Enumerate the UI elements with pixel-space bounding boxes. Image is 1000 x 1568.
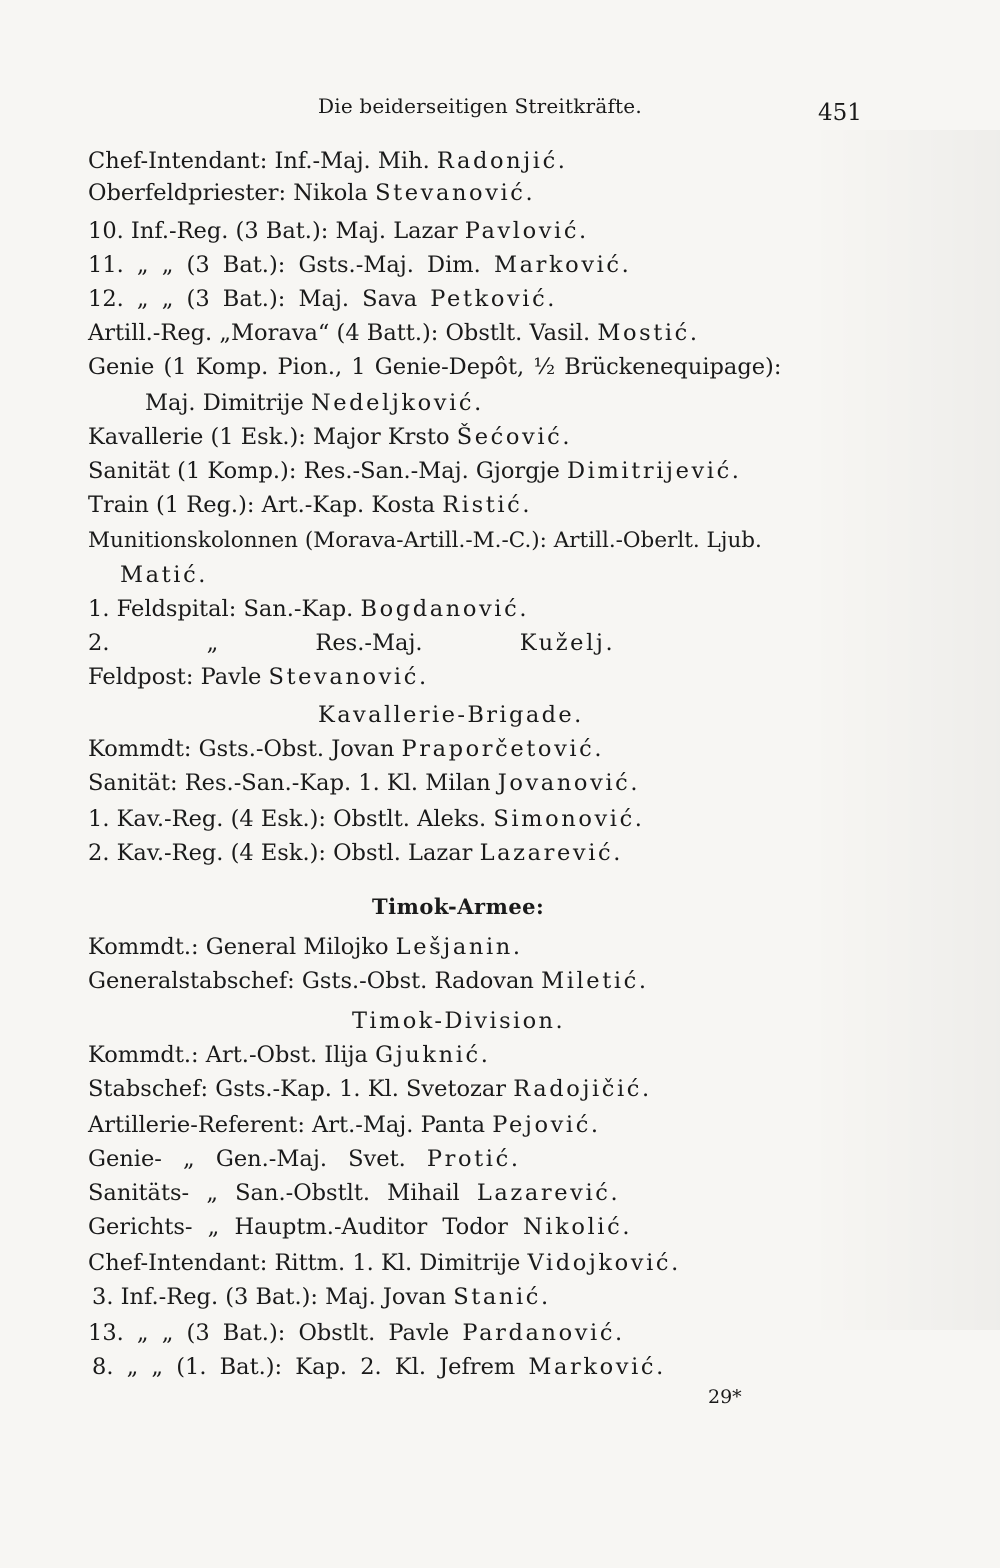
section-heading: Kavallerie-Brigade. [318,702,582,728]
text-line: Genie- „ Gen.-Maj. Svet. Protić. [88,1146,518,1172]
show-through-shadow [810,130,1000,1330]
text-line: Munitionskolonnen (Morava-Artill.-M.-C.): Artill.-Oberlt. Ljub. [88,528,762,553]
text-line: Gerichts- „ Hauptm.-Auditor Todor Nikolić. [88,1214,630,1240]
text-line: 3. Inf.-Reg. (3 Bat.): Maj. Jovan Stanić. [92,1284,549,1310]
text-line: Sanität: Res.-San.-Kap. 1. Kl. Milan Jovanović. [88,770,638,796]
text-line: 10. Inf.-Reg. (3 Bat.): Maj. Lazar Pavlović. [88,218,587,244]
text-line: 2. „ Res.-Maj. Kuželj. [88,630,613,656]
text-line: Artillerie-Referent: Art.-Maj. Panta Pejović. [88,1112,599,1138]
army-heading: Timok-Armee: [372,894,545,919]
text-line: 8. „ „ (1. Bat.): Kap. 2. Kl. Jefrem Marković. [92,1354,664,1380]
text-line: Matić. [120,562,206,588]
text-line: Sanität (1 Komp.): Res.-San.-Maj. Gjorgje Dimitrijević. [88,458,739,484]
text-line: Stabschef: Gsts.-Kap. 1. Kl. Svetozar Radojičić. [88,1076,650,1102]
section-heading: Timok-Division. [352,1008,563,1034]
text-line: Sanitäts- „ San.-Obstlt. Mihail Lazarević. [88,1180,618,1206]
text-line: Kommdt.: General Milojko Lešjanin. [88,934,520,960]
text-line: 13. „ „ (3 Bat.): Obstlt. Pavle Pardanović. [88,1320,623,1346]
text-line: Maj. Dimitrije Nedeljković. [145,390,482,416]
text-line: Train (1 Reg.): Art.-Kap. Kosta Ristić. [88,492,530,518]
text-line: 1. Feldspital: San.-Kap. Bogdanović. [88,596,527,622]
text-line: 1. Kav.-Reg. (4 Esk.): Obstlt. Aleks. Simonović. [88,806,642,832]
text-line: Chef-Intendant: Rittm. 1. Kl. Dimitrije Vidojković. [88,1250,679,1276]
text-line: Genie (1 Komp. Pion., 1 Genie-Depôt, ½ Brückenequipage): [88,354,782,380]
signature-mark: 29* [708,1386,742,1408]
text-line: 11. „ „ (3 Bat.): Gsts.-Maj. Dim. Marković. [88,252,629,278]
running-head-title: Die beiderseitigen Streitkräfte. [318,94,642,118]
text-line: Oberfeldpriester: Nikola Stevanović. [88,180,533,206]
text-line: Kommdt.: Art.-Obst. Ilija Gjuknić. [88,1042,488,1068]
text-line: Generalstabschef: Gsts.-Obst. Radovan Miletić. [88,968,647,994]
page-number: 451 [818,100,862,126]
text-line: 2. Kav.-Reg. (4 Esk.): Obstl. Lazar Lazarević. [88,840,621,866]
text-line: Artill.-Reg. „Morava“ (4 Batt.): Obstlt. Vasil. Mostić. [88,320,698,346]
text-line: Kommdt: Gsts.-Obst. Jovan Praporčetović. [88,736,602,762]
text-line: 12. „ „ (3 Bat.): Maj. Sava Petković. [88,286,555,312]
text-line: Chef-Intendant: Inf.-Maj. Mih. Radonjić. [88,148,565,174]
text-line: Feldpost: Pavle Stevanović. [88,664,427,690]
text-line: Kavallerie (1 Esk.): Major Krsto Šećović. [88,424,570,450]
